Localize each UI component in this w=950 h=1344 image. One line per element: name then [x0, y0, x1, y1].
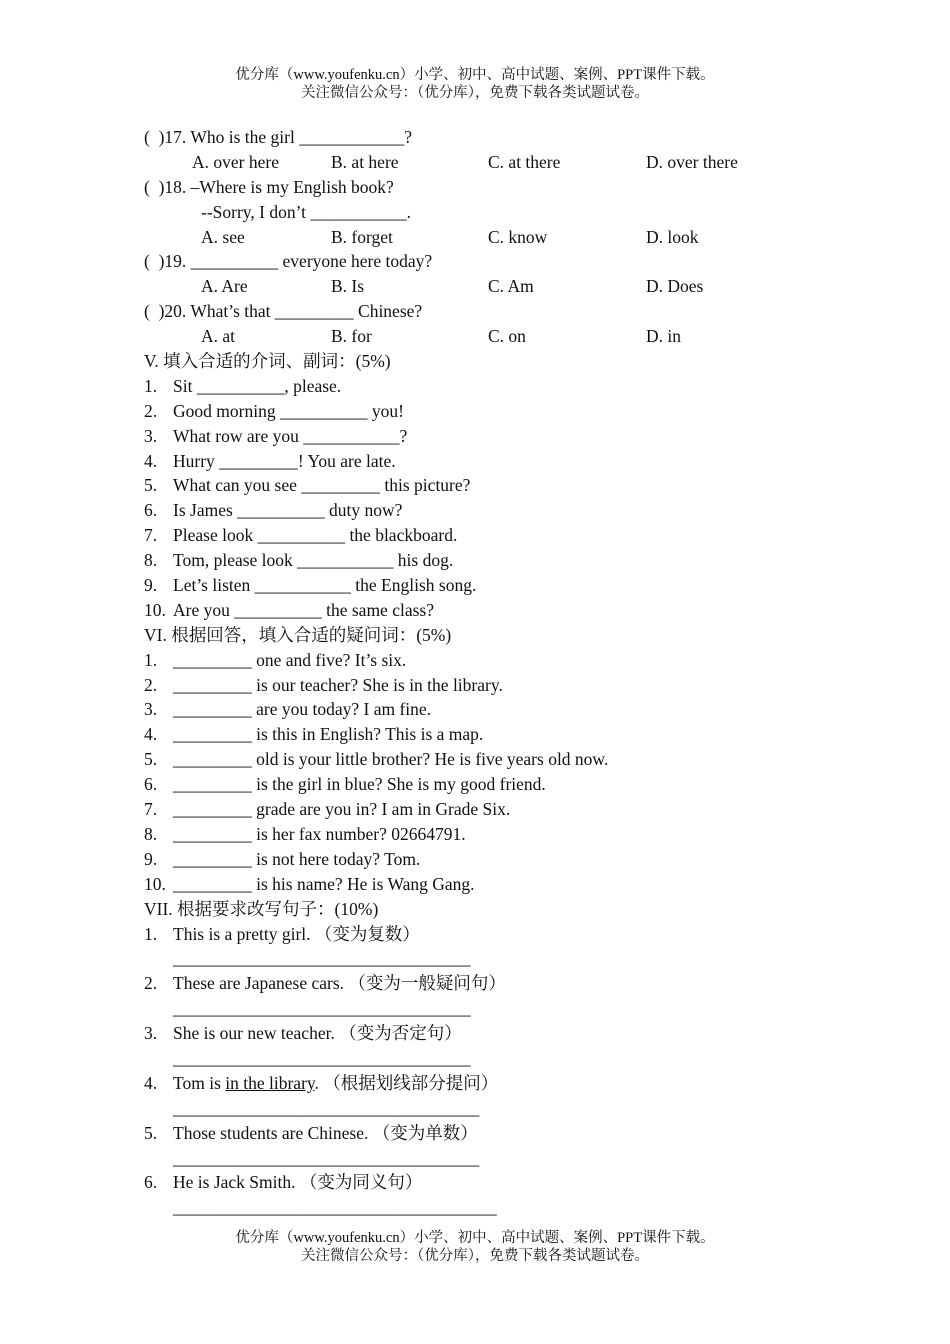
- page-footer: [0, 1229, 950, 1265]
- answer-line: __________________________________: [173, 1047, 471, 1068]
- list-item: 4. Hurry _________! You are late.: [144, 450, 396, 471]
- answer-line: __________________________________: [173, 998, 471, 1019]
- answer-line: _____________________________________: [173, 1197, 497, 1218]
- list-item: 7. _________ grade are you in? I am in Grade Six.: [144, 799, 511, 820]
- page-header: [0, 66, 950, 102]
- option-a: A. Are: [201, 276, 248, 297]
- answer-line: ___________________________________: [173, 1147, 480, 1168]
- question-18-reply: --Sorry, I don’t ___________.: [201, 201, 411, 222]
- question-17-options: [144, 150, 904, 175]
- option-c: C. Am: [488, 276, 534, 297]
- list-item: 6. _________ is the girl in blue? She is my good friend.: [144, 774, 546, 795]
- list-item: 10. _________ is his name? He is Wang Gang.: [144, 873, 475, 894]
- section-5-title: V. 填入合适的介词、副词：(5%): [144, 351, 391, 372]
- option-a: A. see: [201, 226, 245, 247]
- list-item: 9. _________ is not here today? Tom.: [144, 848, 421, 869]
- option-c: C. on: [488, 326, 526, 347]
- footer-line-1: 优分库（www.youfenku.cn）小学、初中、高中试题、案例、PPT课件下载。: [235, 1230, 715, 1246]
- question-17: ( )17. Who is the girl ____________?: [144, 127, 412, 147]
- list-item: 6. He is Jack Smith. （变为同义句）: [144, 1172, 423, 1193]
- answer-line: ___________________________________: [173, 1097, 480, 1118]
- underlined-phrase: in the library: [225, 1072, 315, 1093]
- worksheet-content: [144, 125, 904, 1220]
- option-a: A. over here: [192, 151, 279, 172]
- option-b: B. for: [331, 326, 372, 347]
- list-item: 3. _________ are you today? I am fine.: [144, 699, 432, 720]
- option-d: D. Does: [646, 276, 704, 297]
- header-line-2: 关注微信公众号：（优分库），免费下载各类试题试卷。: [301, 85, 649, 101]
- option-d: D. look: [646, 226, 699, 247]
- option-d: D. over there: [646, 151, 738, 172]
- section-5-list: [144, 374, 904, 623]
- section-6-title: VI. 根据回答，填入合适的疑问词：(5%): [144, 624, 452, 645]
- list-item: 5. Those students are Chinese. （变为单数）: [144, 1122, 478, 1143]
- list-item: 4. Tom is in the library. （根据划线部分提问）: [144, 1072, 499, 1093]
- list-item: 8. Tom, please look ___________ his dog.: [144, 550, 454, 571]
- list-item: 1. This is a pretty girl. （变为复数）: [144, 923, 420, 944]
- header-line-1: 优分库（www.youfenku.cn）小学、初中、高中试题、案例、PPT课件下载。: [235, 67, 715, 83]
- option-b: B. at here: [331, 151, 399, 172]
- question-20-options: [144, 324, 904, 349]
- option-b: B. Is: [331, 276, 365, 297]
- list-item: 6. Is James __________ duty now?: [144, 500, 403, 521]
- list-item: 1. _________ one and five? It’s six.: [144, 649, 407, 670]
- list-item: 5. What can you see _________ this picture?: [144, 475, 471, 496]
- list-item: 1. Sit __________, please.: [144, 375, 342, 396]
- list-item: 2. _________ is our teacher? She is in the library.: [144, 674, 503, 695]
- section-7-list: [144, 922, 904, 1221]
- section-6-list: [144, 648, 904, 897]
- list-item: 10. Are you __________ the same class?: [144, 599, 434, 620]
- answer-line: __________________________________: [173, 948, 471, 969]
- list-item: 2. Good morning __________ you!: [144, 400, 404, 421]
- footer-line-2: 关注微信公众号：（优分库），免费下载各类试题试卷。: [301, 1248, 649, 1264]
- option-a: A. at: [201, 326, 236, 347]
- section-7-title: VII. 根据要求改写句子：(10%): [144, 898, 379, 919]
- question-20: ( )20. What’s that _________ Chinese?: [144, 301, 423, 322]
- list-item: 4. _________ is this in English? This is a map.: [144, 724, 484, 745]
- question-19-options: [144, 274, 904, 299]
- option-d: D. in: [646, 326, 681, 347]
- question-18-options: [144, 225, 904, 250]
- list-item: 3. What row are you ___________?: [144, 425, 408, 446]
- question-18: ( )18. –Where is my English book?: [144, 176, 394, 197]
- option-c: C. at there: [488, 151, 561, 172]
- list-item: 8. _________ is her fax number? 02664791.: [144, 823, 466, 844]
- list-item: 7. Please look __________ the blackboard.: [144, 525, 458, 546]
- list-item: 9. Let’s listen ___________ the English song.: [144, 575, 477, 596]
- option-b: B. forget: [331, 226, 393, 247]
- list-item: 2. These are Japanese cars. （变为一般疑问句）: [144, 973, 506, 994]
- list-item: 3. She is our new teacher. （变为否定句）: [144, 1023, 462, 1044]
- question-19: ( )19. __________ everyone here today?: [144, 251, 433, 272]
- list-item: 5. _________ old is your little brother? He is five years old now.: [144, 749, 609, 770]
- option-c: C. know: [488, 226, 548, 247]
